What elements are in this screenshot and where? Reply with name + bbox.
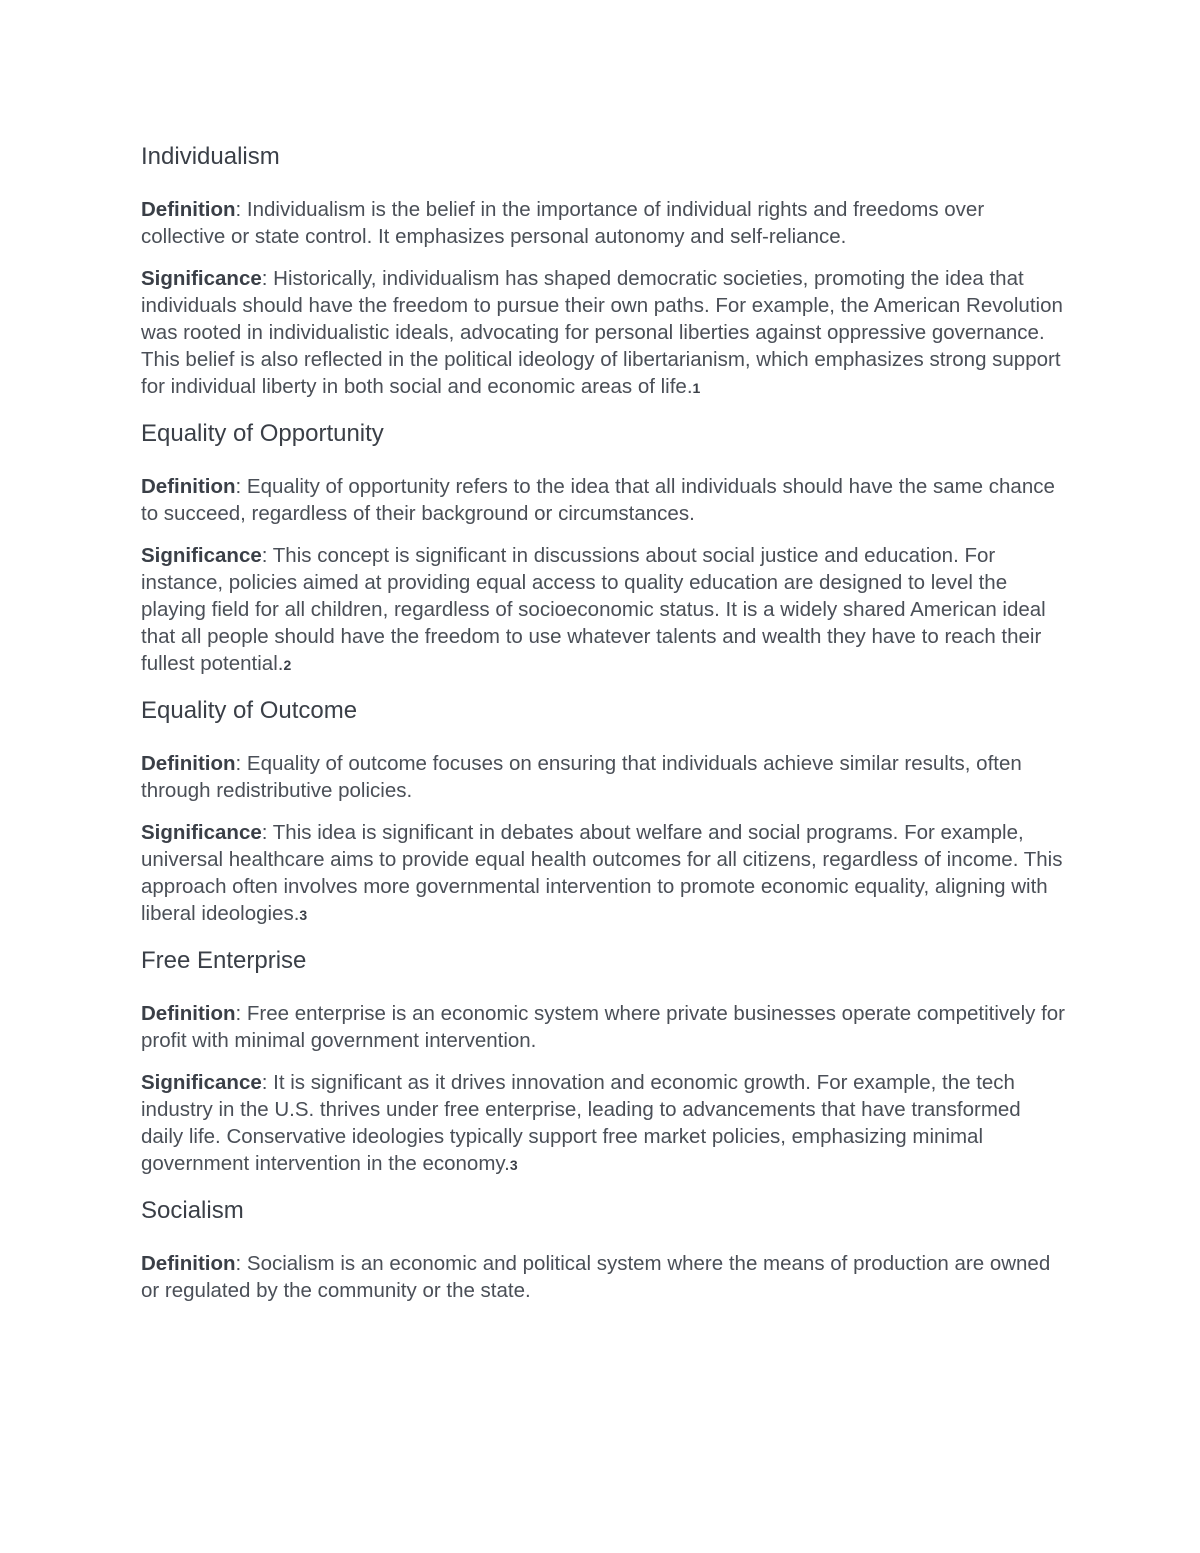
significance-text: : It is significant as it drives innovation and economic growth. For example, the tech industry in the U.S. thrives under free enterprise, leading to advancements that have transformed daily life. Conservative ideologies typically support free market policies, emphasizing minimal government intervention in the economy. bbox=[141, 1071, 1021, 1175]
definition-label: Definition bbox=[141, 475, 236, 498]
significance-paragraph bbox=[141, 819, 1066, 929]
definition-text: : Equality of opportunity refers to the idea that all individuals should have the same chance to succeed, regardless of their background or circumstances. bbox=[141, 475, 1055, 525]
definition-paragraph bbox=[141, 196, 1066, 250]
definition-label: Definition bbox=[141, 1252, 236, 1275]
definition-text: : Individualism is the belief in the importance of individual rights and freedoms over collective or state control. It emphasizes personal autonomy and self-reliance. bbox=[141, 198, 985, 248]
section-individualism bbox=[141, 140, 1066, 402]
significance-text: : This idea is significant in debates about welfare and social programs. For example, universal healthcare aims to provide equal health outcomes for all citizens, regardless of income. This approach often involves more governmental intervention to promote economic equality, aligning with liberal ideologies. bbox=[141, 821, 1063, 925]
significance-label: Significance bbox=[141, 1071, 262, 1094]
footnote-marker[interactable]: 3 bbox=[299, 907, 308, 923]
definition-label: Definition bbox=[141, 752, 236, 775]
section-title: Socialism bbox=[141, 1197, 244, 1224]
significance-label: Significance bbox=[141, 821, 262, 844]
significance-text: : This concept is significant in discussions about social justice and education. For instance, policies aimed at providing equal access to quality education are designed to level the playing field for all children, regardless of socioeconomic status. It is a widely shared American ideal that all people should have the freedom to use whatever talents and wealth they have to reach their fullest potential. bbox=[141, 544, 1046, 675]
section-free-enterprise bbox=[141, 944, 1066, 1179]
section-title: Equality of Opportunity bbox=[141, 420, 384, 447]
definition-text: : Free enterprise is an economic system where private businesses operate competitively for profit with minimal government intervention. bbox=[141, 1002, 1065, 1052]
section-equality-of-outcome bbox=[141, 694, 1066, 929]
footnote-marker[interactable]: 3 bbox=[509, 1157, 518, 1173]
significance-paragraph bbox=[141, 265, 1066, 402]
definition-label: Definition bbox=[141, 1002, 236, 1025]
significance-label: Significance bbox=[141, 544, 262, 567]
footnote-marker[interactable]: 1 bbox=[692, 380, 701, 396]
definition-paragraph bbox=[141, 1250, 1066, 1304]
definition-paragraph bbox=[141, 473, 1066, 527]
definition-paragraph bbox=[141, 750, 1066, 804]
significance-label: Significance bbox=[141, 267, 262, 290]
definition-paragraph bbox=[141, 1000, 1066, 1054]
section-title: Individualism bbox=[141, 143, 280, 170]
section-title: Equality of Outcome bbox=[141, 697, 358, 724]
document-page bbox=[141, 140, 1066, 1319]
section-title: Free Enterprise bbox=[141, 947, 307, 974]
definition-label: Definition bbox=[141, 198, 236, 221]
section-equality-of-opportunity bbox=[141, 417, 1066, 679]
significance-paragraph bbox=[141, 542, 1066, 679]
section-socialism bbox=[141, 1194, 1066, 1304]
definition-text: : Socialism is an economic and political system where the means of production are owned or regulated by the community or the state. bbox=[141, 1252, 1051, 1302]
significance-text: : Historically, individualism has shaped democratic societies, promoting the idea that individuals should have the freedom to pursue their own paths. For example, the American Revolution was rooted in individualistic ideals, advocating for personal liberties against oppressive governance. This belief is also reflected in the political ideology of libertarianism, which emphasizes strong support for individual liberty in both social and economic areas of life. bbox=[141, 267, 1063, 398]
definition-text: : Equality of outcome focuses on ensuring that individuals achieve similar results, often through redistributive policies. bbox=[141, 752, 1022, 802]
footnote-marker[interactable]: 2 bbox=[283, 657, 292, 673]
significance-paragraph bbox=[141, 1069, 1066, 1179]
